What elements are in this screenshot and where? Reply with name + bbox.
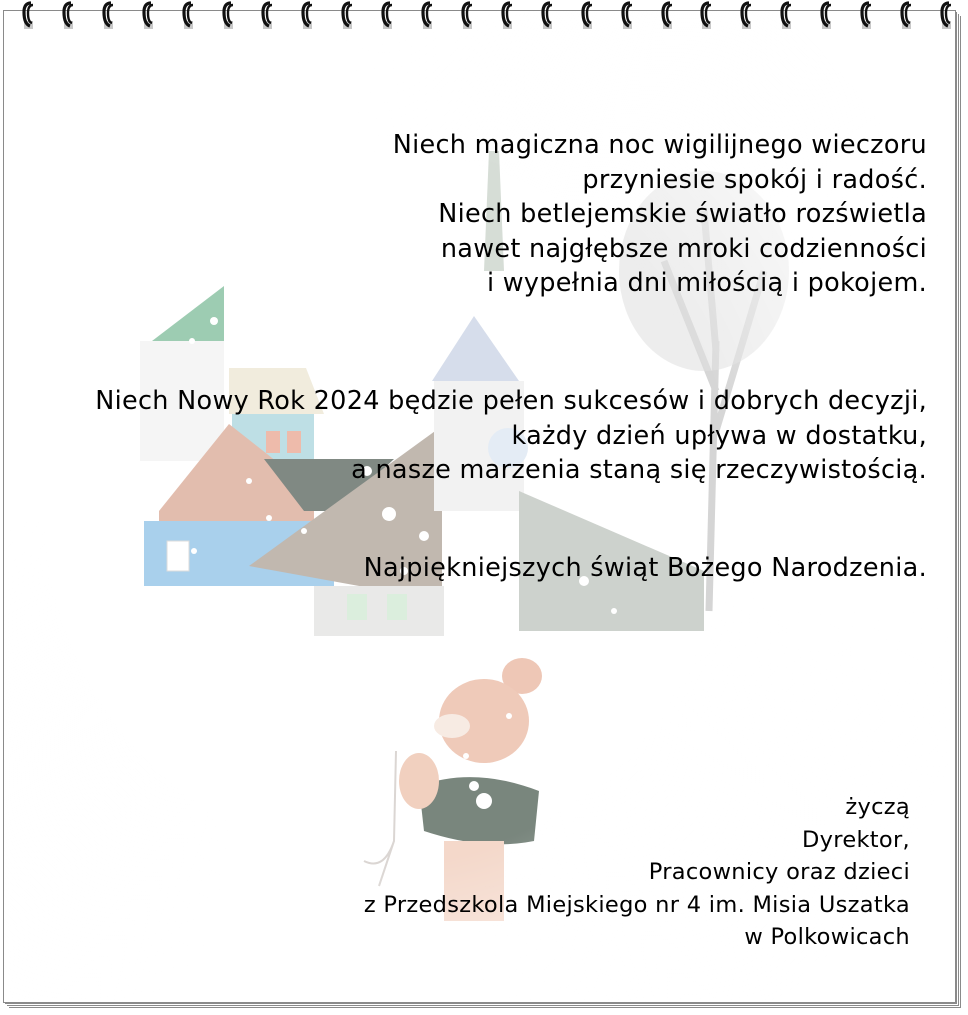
signature-line: z Przedszkola Miejskiego nr 4 im. Misia Uszatka xyxy=(363,891,910,918)
spiral-ring-icon xyxy=(222,0,234,30)
spiral-ring-icon xyxy=(541,0,553,30)
spiral-ring-icon xyxy=(940,0,952,30)
spiral-ring-icon xyxy=(301,0,313,30)
spiral-ring-icon xyxy=(621,0,633,30)
spiral-ring-icon xyxy=(182,0,194,30)
holiday-wish xyxy=(364,551,927,586)
signature-line: Dyrektor, xyxy=(802,826,910,853)
spiral-ring-icon xyxy=(461,0,473,30)
signature xyxy=(364,791,910,954)
spiral-ring-icon xyxy=(780,0,792,30)
spiral-ring-icon xyxy=(700,0,712,30)
greeting-line: nawet najgłębsze mroki codzienności xyxy=(440,233,927,264)
new-year-line: każdy dzień upływa w dostatku, xyxy=(511,420,927,451)
spiral-ring-icon xyxy=(102,0,114,30)
spiral-ring-icon xyxy=(900,0,912,30)
card-page xyxy=(3,10,956,1003)
christmas-greeting xyxy=(393,128,927,301)
greeting-line: Niech betlejemskie światło rozświetla xyxy=(438,199,927,229)
spiral-ring-icon xyxy=(581,0,593,30)
greeting-line: i wypełnia dni miłością i pokojem. xyxy=(486,268,927,298)
signature-line: Pracownicy oraz dzieci xyxy=(648,859,910,885)
spiral-ring-icon xyxy=(661,0,673,30)
new-year-greeting xyxy=(95,384,927,488)
spiral-ring-icon xyxy=(62,0,74,30)
spiral-binding xyxy=(22,0,952,32)
spiral-ring-icon xyxy=(341,0,353,30)
signature-line: życzą xyxy=(845,794,910,820)
new-year-line: a nasze marzenia staną się rzeczywistością. xyxy=(351,455,927,485)
spiral-ring-icon xyxy=(501,0,513,30)
new-year-line: Niech Nowy Rok 2024 będzie pełen sukcesów i dobrych decyzji, xyxy=(95,386,927,416)
spiral-ring-icon xyxy=(860,0,872,30)
spiral-ring-icon xyxy=(740,0,752,30)
greeting-line: przyniesie spokój i radość. xyxy=(582,164,927,195)
spiral-ring-icon xyxy=(381,0,393,30)
spiral-ring-icon xyxy=(142,0,154,30)
spiral-ring-icon xyxy=(820,0,832,30)
spiral-ring-icon xyxy=(261,0,273,30)
greeting-line: Niech magiczna noc wigilijnego wieczoru xyxy=(392,130,927,160)
signature-line: w Polkowicach xyxy=(744,924,910,950)
spiral-ring-icon xyxy=(421,0,433,30)
wish-line: Najpiękniejszych świąt Bożego Narodzenia. xyxy=(363,553,927,583)
spiral-ring-icon xyxy=(22,0,34,30)
